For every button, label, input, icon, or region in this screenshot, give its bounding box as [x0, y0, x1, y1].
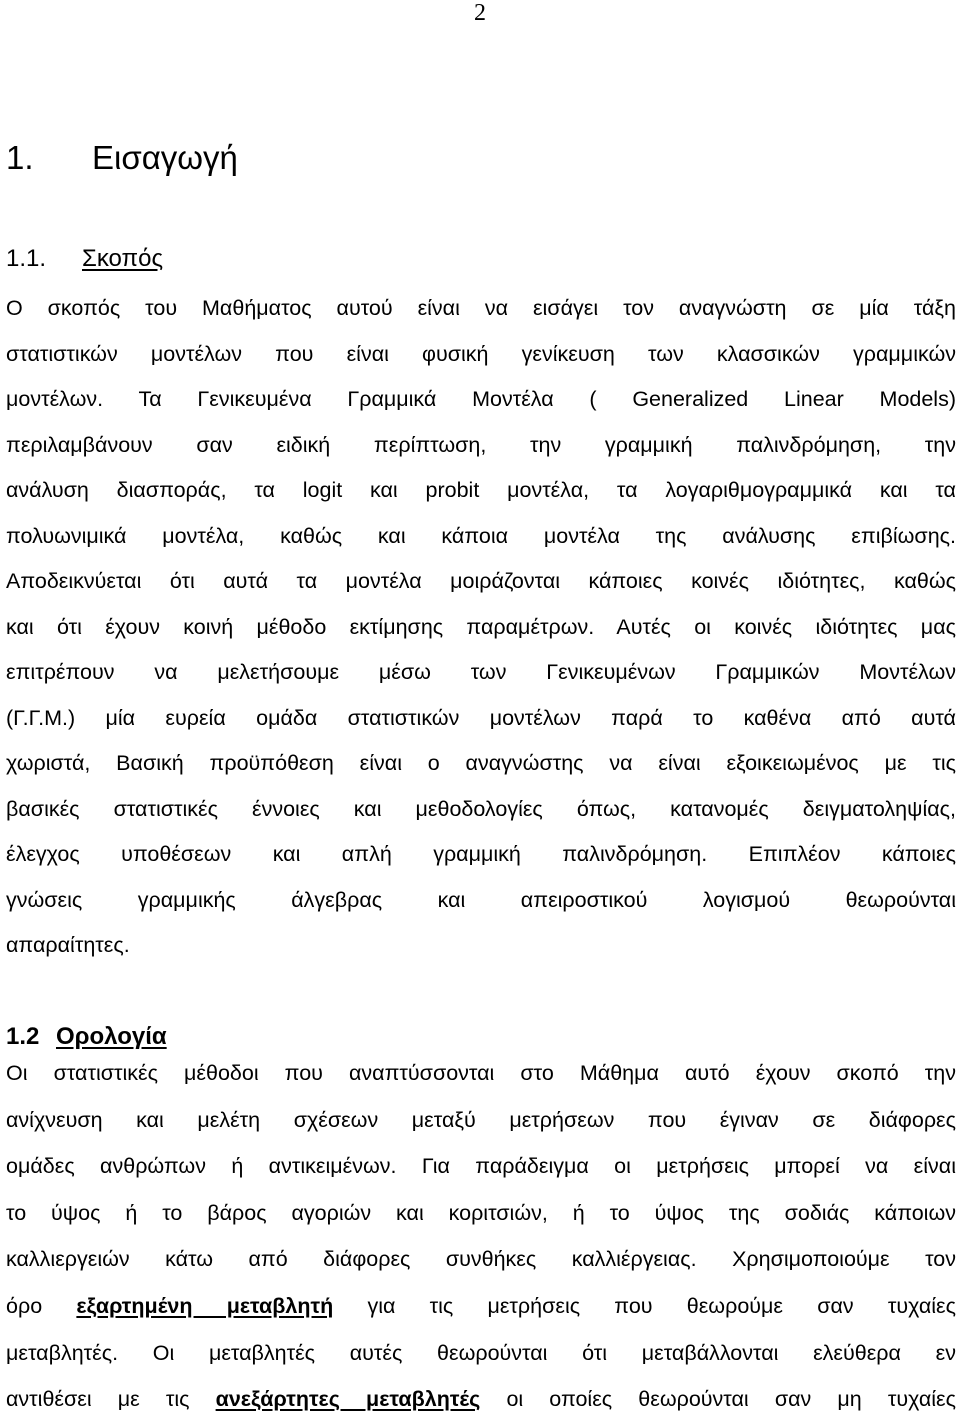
- section-title: Ορολογία: [56, 1023, 167, 1050]
- paragraph-line: περιλαμβάνουν σαν ειδική περίπτωση, την γραμμική παλινδρόμηση, την: [6, 432, 956, 457]
- paragraph-line: και ότι έχουν κοινή μέθοδο εκτίμησης παραμέτρων. Αυτές οι κοινές ιδιότητες μας: [6, 614, 956, 639]
- paragraph-line: ανίχνευση και μελέτη σχέσεων μεταξύ μετρήσεων που έγιναν σε διάφορες: [6, 1107, 956, 1132]
- paragraph-line: έλεγχος υποθέσεων και απλή γραμμική παλινδρόμηση. Επιπλέον κάποιες: [6, 842, 956, 866]
- paragraph-line: απαραίτητες.: [6, 933, 130, 957]
- section-number: 1.2: [6, 1023, 40, 1050]
- section-heading-terminology: [6, 1022, 167, 1052]
- paragraph-line: βασικές στατιστικές έννοιες και μεθοδολογίες όπως, κατανομές δειγματοληψίας,: [6, 796, 956, 821]
- paragraph-line: στατιστικών μοντέλων που είναι φυσική γενίκευση των κλασσικών γραμμικών: [6, 341, 956, 366]
- section-heading-scope: [6, 244, 163, 274]
- paragraph-line: [6, 1283, 956, 1330]
- paragraph-line: μεταβλητές. Οι μεταβλητές αυτές θεωρούνται ότι μεταβάλλονται ελεύθερα εν: [6, 1340, 956, 1365]
- paragraph-line: Ο σκοπός του Μαθήματος αυτού είναι να εισάγει τον αναγνώστη σε μία τάξη: [6, 296, 956, 320]
- paragraph-line: το ύψος ή το βάρος αγοριών και κοριτσιών, ή το ύψος της σοδιάς κάποιων: [6, 1200, 956, 1225]
- line-text: αντιθέσει με τις: [6, 1387, 190, 1412]
- chapter-number: 1.: [6, 139, 34, 176]
- paragraph-line: ομάδες ανθρώπων ή αντικειμένων. Για παράδειγμα οι μετρήσεις μπορεί να είναι: [6, 1154, 956, 1179]
- paragraph-line: ανάλυση διασποράς, τα logit και probit μοντέλα, τα λογαριθμογραμμικά και τα: [6, 478, 956, 502]
- paragraph-line: Οι στατιστικές μέθοδοι που αναπτύσσονται στο Μάθημα αυτό έχουν σκοπό την: [6, 1061, 956, 1085]
- paragraph-line: Αποδεικνύεται ότι αυτά τα μοντέλα μοιράζονται κάποιες κοινές ιδιότητες, καθώς: [6, 569, 956, 593]
- paragraph-line: επιτρέπουν να μελετήσουμε μέσω των Γενικευμένων Γραμμικών Μοντέλων: [6, 660, 956, 684]
- terminology-paragraph: [6, 1050, 956, 1423]
- paragraph-line: μοντέλων. Τα Γενικευμένα Γραμμικά Μοντέλα ( Generalized Linear Models): [6, 387, 956, 411]
- paragraph-line: χωριστά, Βασική προϋπόθεση είναι ο αναγνώστης να είναι εξοικειωμένος με τις: [6, 751, 956, 775]
- term-dependent-variable: εξαρτημένη μεταβλητή: [76, 1293, 334, 1318]
- term-independent-variables: ανεξάρτητες μεταβλητές: [215, 1387, 481, 1412]
- line-text: όρο: [6, 1293, 43, 1318]
- section-number: 1.1.: [6, 245, 47, 272]
- section-title: Σκοπός: [82, 245, 164, 272]
- line-text: για τις μετρήσεις που θεωρούμε σαν τυχαίες: [367, 1293, 956, 1318]
- paragraph-line: γνώσεις γραμμικής άλγεβρας και απειροστικού λογισμού θεωρούνται: [6, 887, 956, 912]
- paragraph-line: (Γ.Γ.Μ.) μία ευρεία ομάδα στατιστικών μοντέλων παρά το καθένα από αυτά: [6, 705, 956, 730]
- line-text: οι οποίες θεωρούνται σαν μη τυχαίες: [506, 1387, 956, 1412]
- paragraph-line: πολυωνιμικά μοντέλα, καθώς και κάποια μοντέλα της ανάλυσης επιβίωσης.: [6, 523, 956, 548]
- chapter-title: Εισαγωγή: [92, 139, 238, 176]
- page-number: 2: [474, 0, 486, 26]
- chapter-heading: [6, 136, 238, 180]
- paragraph-line: καλλιεργειών κάτω από διάφορες συνθήκες καλλιέργειας. Χρησιμοποιούμε τον: [6, 1247, 956, 1272]
- scope-paragraph: [6, 286, 956, 969]
- paragraph-line: [6, 1376, 956, 1423]
